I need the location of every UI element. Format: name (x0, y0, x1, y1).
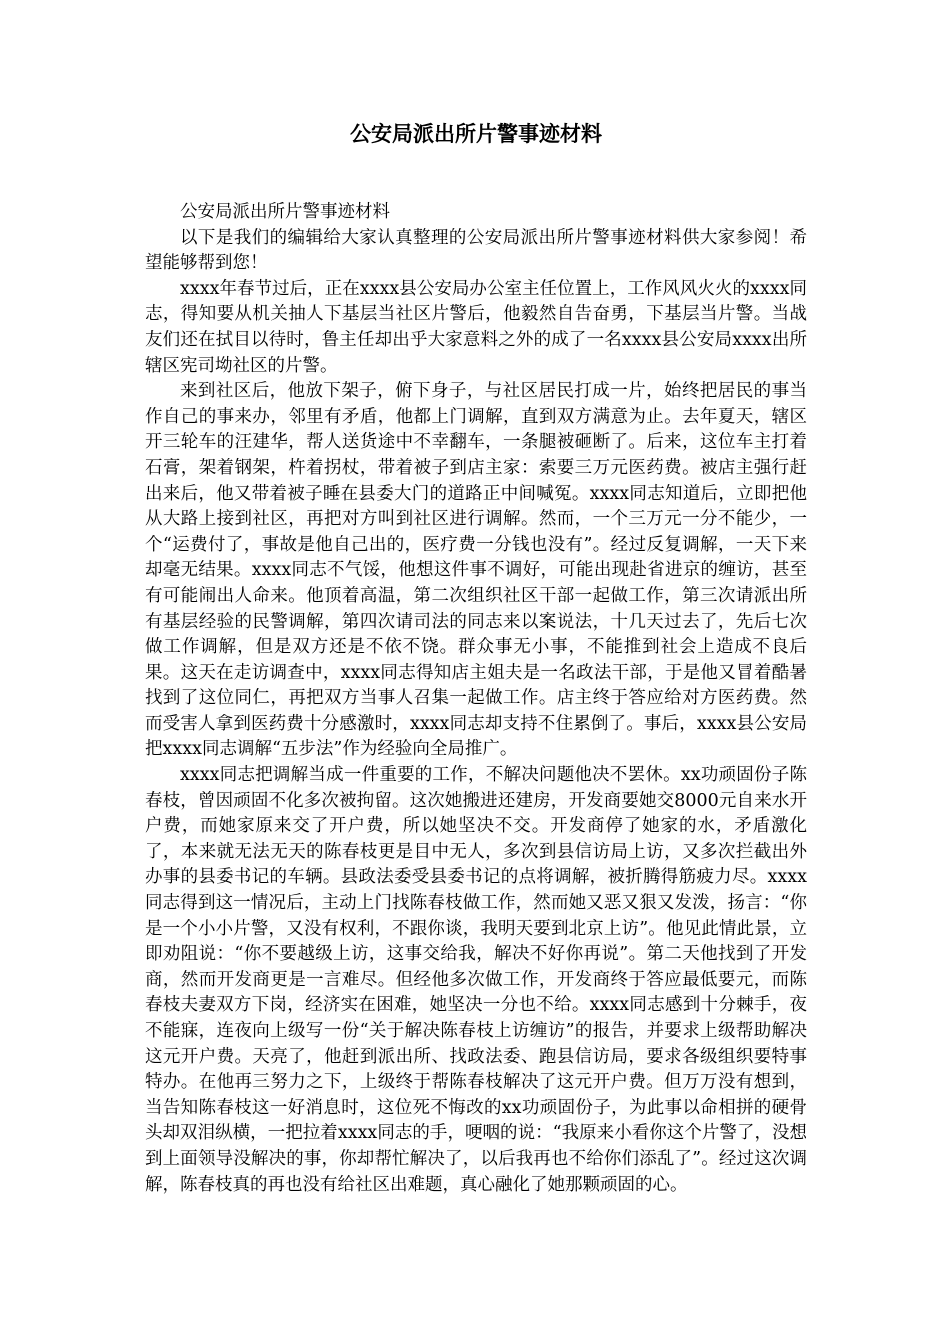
paragraph-heading: 公安局派出所片警事迹材料 (180, 202, 390, 222)
paragraph-mediation-case-2: xxxx同志把调解当成一件重要的工作，不解决问题他决不罢休。xx功顽固份子陈春枝，曾因顽固不化多次被拘留。这次她搬进还建房，开发商要她交8000元自来水开户费，而她家原来交了开户费，所以她坚决不交。开发商停了她家的水，矛盾激化了，本来就无法无天的陈春枝更是目中无人，多次到县信访局上访，又多次拦截出外办事的县委书记的车辆。县政法委受县委书记的点将调解，被折腾得筋疲力尽。xxxx同志得到这一情况后，主动上门找陈春枝做工作，然而她又恶又狠又发泼，扬言：“你是一个小小片警，又没有权利，不跟你谈，我明天要到北京上访”。他见此情此景，立即劝阻说：“你不要越级上访，这事交给我，解决不好你再说”。第二天他找到了开发商，然而开发商更是一言难尽。但经他多次做工作，开发商终于答应最低要元，而陈春枝夫妻双方下岗，经济实在困难，她坚决一分也不给。xxxx同志感到十分棘手，夜不能寐，连夜向上级写一份“关于解决陈春枝上访缠访”的报告，并要求上级帮助解决这元开户费。天亮了，他赶到派出所、找政法委、跑县信访局，要求各级组织要特事特办。在他再三努力之下，上级终于帮陈春枝解决了这元开户费。但万万没有想到，当告知陈春枝这一好消息时，这位死不悔改的xx功顽固份子，为此事以命相拼的硬骨头却双泪纵横，一把拉着xxxx同志的手，哽咽的说：“我原来小看你这个片警了，没想到上面领导没解决的事，你却帮忙解决了，以后我再也不给你们添乱了”。经过这次调解，陈春枝真的再也没有给社区出难题，真心融化了她那颗顽固的心。 (145, 765, 807, 1195)
paragraph-background: xxxx年春节过后，正在xxxx县公安局办公室主任位置上，工作风风火火的xxxx同志，得知要从机关抽人下基层当社区片警后，他毅然自告奋勇，下基层当片警。当战友们还在拭目以待时，鲁主任却出乎大家意料之外的成了一名xxxx县公安局xxxx出所辖区宪司坳社区的片警。 (145, 278, 807, 376)
paragraph-intro: 以下是我们的编辑给大家认真整理的公安局派出所片警事迹材料供大家参阅！希望能够帮到您！ (145, 227, 807, 274)
paragraph-mediation-case-1: 来到社区后，他放下架子，俯下身子，与社区居民打成一片，始终把居民的事当作自己的事来办，邻里有矛盾，他都上门调解，直到双方满意为止。去年夏天，辖区开三轮车的汪建华，帮人送货途中不幸翻车，一条腿被砸断了。后来，这位车主打着石膏，架着钢架，杵着拐杖，带着被子到店主家：索要三万元医药费。被店主强行赶出来后，他又带着被子睡在县委大门的道路正中间喊冤。xxxx同志知道后，立即把他从大路上接到社区，再把对方叫到社区进行调解。然而，一个三万元一分不能少，一个“运费付了，事故是他自己出的，医疗费一分钱也没有”。经过反复调解，一天下来却毫无结果。xxxx同志不气馁，他想这件事不调好，可能出现赴省进京的缠访，甚至有可能闹出人命来。他顶着高温，第二次组织社区干部一起做工作，第三次请派出所有基层经验的民警调解，第四次请司法的同志来以案说法，十几天过去了，先后七次做工作调解，但是双方还是不依不饶。群众事无小事，不能推到社会上造成不良后果。这天在走访调查中，xxxx同志得知店主姐夫是一名政法干部，于是他又冒着酷暑找到了这位同仁，再把双方当事人召集一起做工作。店主终于答应给对方医药费。然而受害人拿到医药费十分感激时，xxxx同志却支持不住累倒了。事后，xxxx县公安局把xxxx同志调解“五步法”作为经验向全局推广。 (145, 381, 807, 760)
document-title: 公安局派出所片警事迹材料 (350, 122, 602, 146)
document-page (145, 118, 807, 1198)
